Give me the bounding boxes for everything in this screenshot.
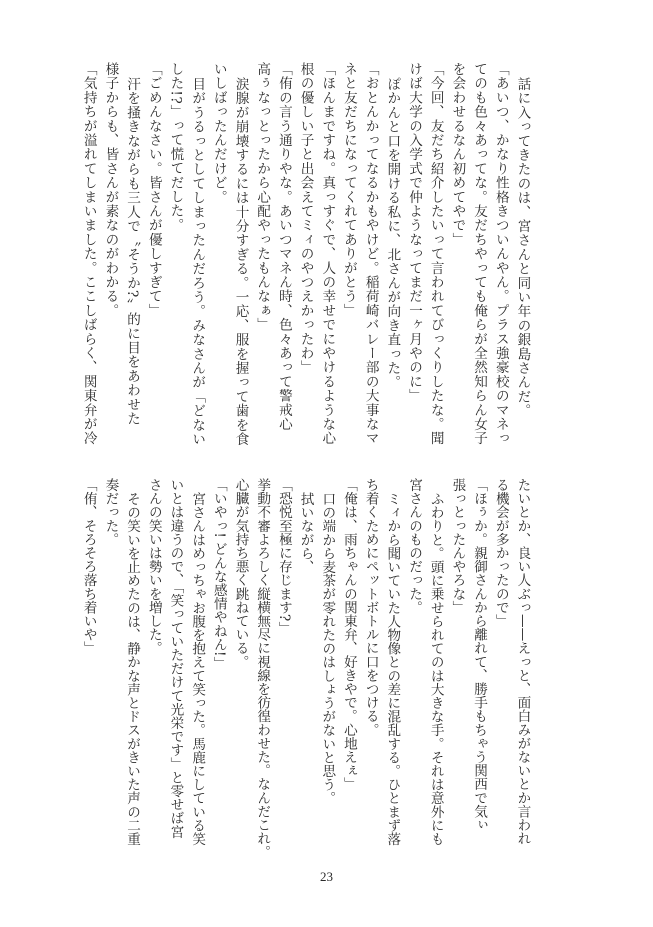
text-column: 「ごめんなさい。皆さんが優しすぎて」 <box>145 62 162 318</box>
text-column: けば大学の入学式で仲ようなってまだ一ヶ月やのに」 <box>406 62 422 403</box>
text-column: 「俺は、雨ちゃんの関東弁、好きやで。心地えぇ」 <box>340 478 357 791</box>
text-column: 涙腺が崩壊するには十分すぎる。一応、服を握って歯を食 <box>232 76 249 446</box>
text-column: 話に入ってきたのは、宮さんと同い年の銀島さんだ。 <box>514 76 531 418</box>
text-column: ミィから聞いていた人物像との差に混乱する。ひとまず落 <box>384 491 401 846</box>
text-column: 宮さんのものだった。 <box>406 478 422 614</box>
text-column: 「いやっ! どんな感情やねん!」 <box>210 478 227 671</box>
text-column: 「今回、友だち紹介したいって言われてびっくりしたな。聞 <box>427 62 444 446</box>
text-column: 「おとんかってなるかもやけど。稲荷崎バレー部の大事なマ <box>362 62 379 446</box>
text-column: 目がうるっとしてしまったんだろう。みなさんが「どない <box>189 76 206 446</box>
text-column: 「ほんまですね。真っすぐで、人の幸せでにやけるような心 <box>319 62 336 446</box>
text-column: 様子からも、皆さんが素なのがわかる。 <box>102 62 119 318</box>
text-column: てのも色々あってな。友だちやっても俺らが全然知らん女子 <box>471 62 488 446</box>
text-column: 宮さんはめっちゃお腹を抱えて笑った。馬鹿にしている笑 <box>189 491 206 846</box>
text-column: る機会が多かったので」 <box>492 478 509 628</box>
text-column: を会わせるなん初めてやで」 <box>449 62 466 247</box>
lower-text-block <box>77 478 532 859</box>
text-column: 口の端から麦茶が零れたのはしょうがないと思う。 <box>319 491 336 805</box>
text-column: 張っとったんやろな」 <box>449 478 466 614</box>
text-column: 「侑の言う通りやな。あいつマネん時、色々あって警戒心 <box>275 62 292 432</box>
text-column: いとは違うので、「笑っていただけて光栄です」と零せば宮 <box>167 478 184 839</box>
text-column: たいとか、良い人ぶっ——えっと、面白みがないとか言われ <box>514 478 531 846</box>
text-column: ネと友だちになってくれてありがとう」 <box>340 62 357 318</box>
text-column: さんの笑いは勢いを増した。 <box>145 478 162 655</box>
text-column: いしばったんだけど。 <box>210 62 227 204</box>
text-column: 高ぅなっとったから心配やったもんなぁ」 <box>254 62 271 332</box>
text-column: 挙動不審よろしく縦横無尽に視線を彷徨わせた。なんだこれ。 <box>254 478 271 859</box>
page-number: 23 <box>320 869 333 884</box>
text-column: 「恐悦至極に存じます?」 <box>275 478 292 635</box>
text-column: 「気持ちが溢れてしまいました。ここしばらく、関東弁が冷 <box>80 62 97 446</box>
text-column: 「あいつ、かなり性格きついんやん。プラス強豪校のマネっ <box>492 62 509 446</box>
text-column: 心臓が気持ち悪く跳ねている。 <box>232 478 249 669</box>
upper-text-block <box>77 62 532 460</box>
text-column: 「侑、そろそろ落ち着いや」 <box>80 478 97 655</box>
text-column: ち着くためにペットボトルに口をつける。 <box>362 478 379 737</box>
text-column: ふわりと。頭に乗せられてのは大きな手。それは意外にも <box>427 491 444 846</box>
text-column: 「ほぅか。親御さんから離れて、勝手もちゃう関西で気ぃ <box>471 478 488 832</box>
text-column: した!?」って慌てだした。 <box>167 62 184 233</box>
text-column: 汗を掻きながらも三人で〝そうか?〟的に目をあわせた <box>124 76 141 426</box>
text-column: 奏だった。 <box>102 478 119 546</box>
text-column: ぽかんと口を開ける私に、北さんが向き直った。 <box>384 76 401 389</box>
text-column: 拭いながら、 <box>297 491 314 574</box>
text-column: 根の優しい子と出会えてミィのやつえかったわ」 <box>297 62 314 375</box>
text-column: その笑いを止めたのは、静かな声とドスがきいた声の二重 <box>124 491 141 846</box>
